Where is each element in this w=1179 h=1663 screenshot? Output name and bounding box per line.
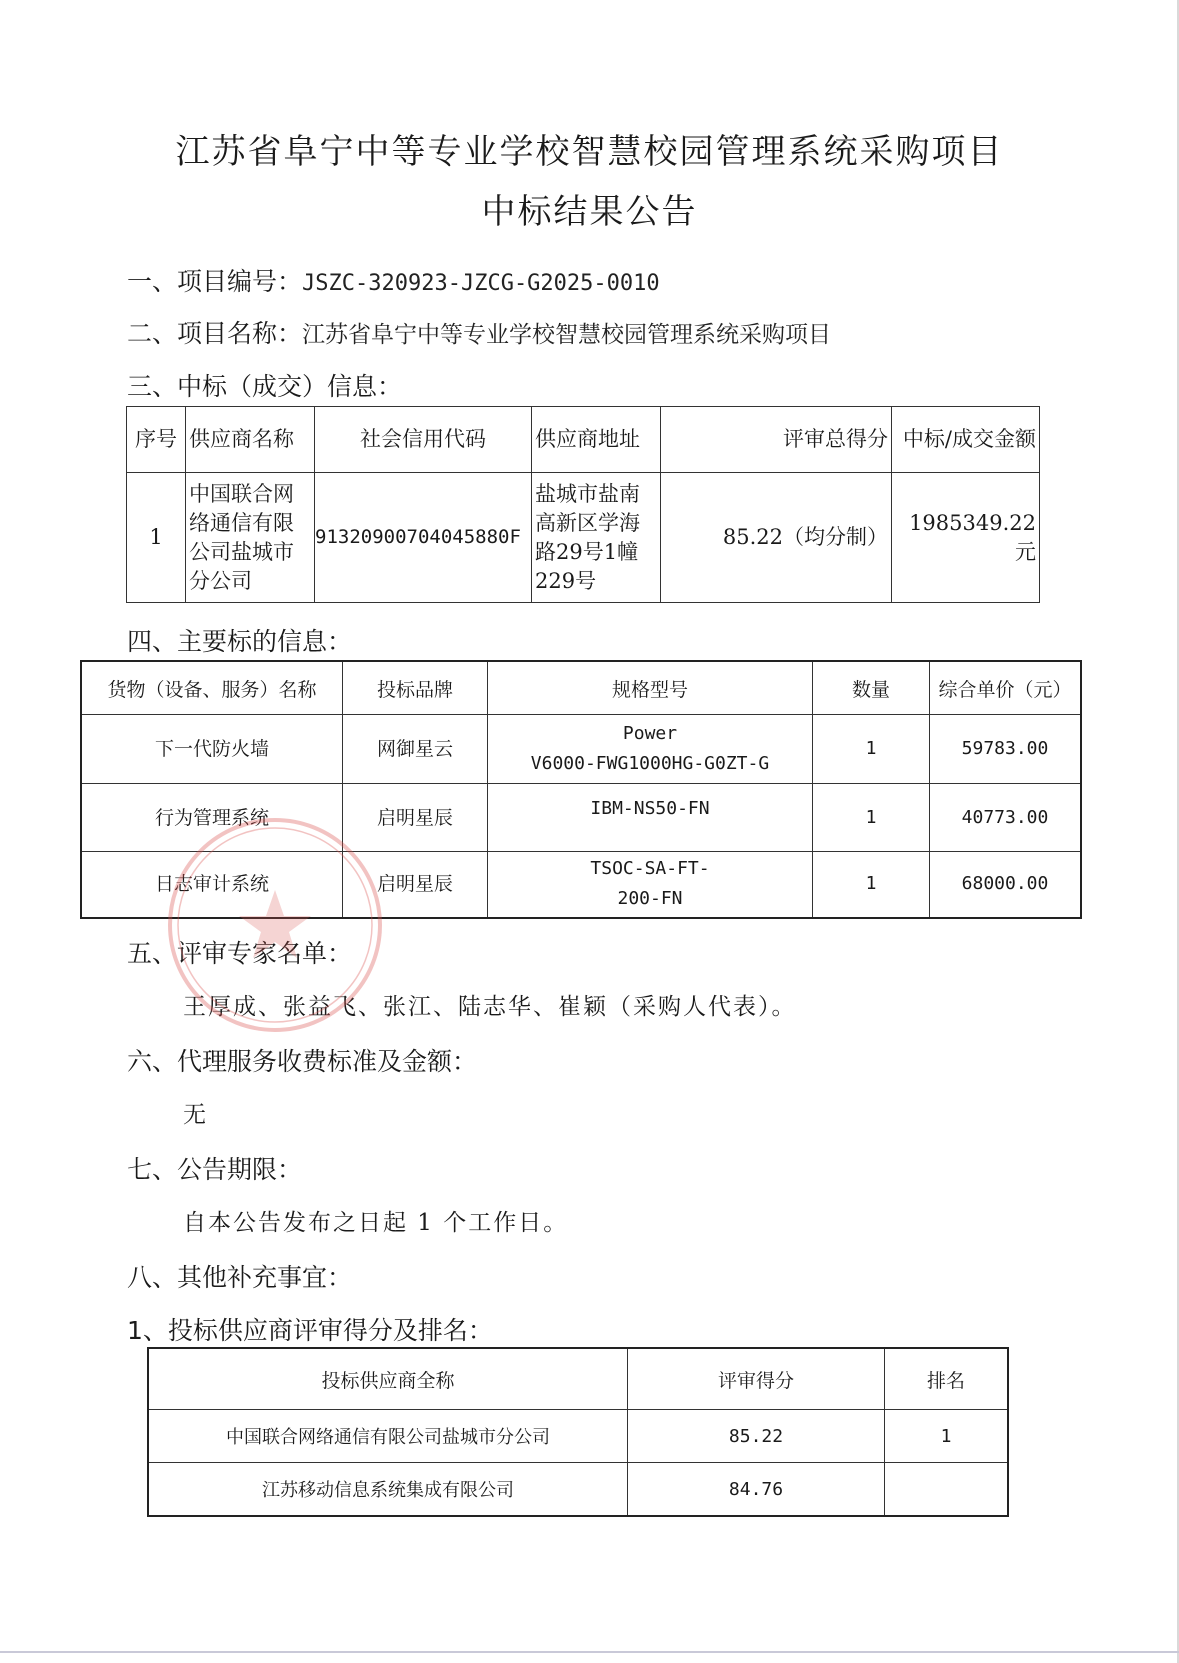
goods-model: IBM-NS50-FN — [488, 784, 813, 852]
section-experts: 五、评审专家名单： — [127, 939, 353, 968]
notice-period-value: 自本公告发布之日起 1 个工作日。 — [183, 1210, 569, 1236]
agency-fee-value: 无 — [183, 1102, 208, 1128]
document-title-line1: 江苏省阜宁中等专业学校智慧校园管理系统采购项目 — [175, 132, 1004, 172]
header-cell: 综合单价（元） — [930, 661, 1082, 715]
winner-table — [126, 406, 1040, 603]
award-amount: 1985349.22元 — [892, 473, 1040, 603]
goods-name: 行为管理系统 — [81, 784, 343, 852]
section-label: 二、项目名称： — [127, 319, 303, 348]
table-header-row — [81, 661, 1081, 715]
header-cell: 中标/成交金额 — [892, 407, 1040, 473]
project-number: JSZC-320923-JZCG-G2025-0010 — [302, 271, 660, 296]
supplier-name: 中国联合网络通信有限公司盐城市分公司 — [186, 473, 315, 603]
goods-brand: 启明星辰 — [343, 784, 488, 852]
header-cell: 货物（设备、服务）名称 — [81, 661, 343, 715]
goods-quantity: 1 — [813, 784, 930, 852]
header-cell: 供应商地址 — [532, 407, 661, 473]
section-other-matters: 八、其他补充事宜： — [127, 1263, 353, 1292]
table-row — [148, 1410, 1008, 1463]
header-cell: 规格型号 — [488, 661, 813, 715]
goods-price: 40773.00 — [930, 784, 1082, 852]
official-seal-stamp — [160, 810, 390, 1040]
table-header-row — [127, 407, 1040, 473]
goods-name: 日志审计系统 — [81, 852, 343, 918]
header-cell: 投标品牌 — [343, 661, 488, 715]
expert-list: 王厚成、张益飞、张江、陆志华、崔颖（采购人代表）。 — [183, 994, 797, 1020]
header-cell: 评审得分 — [628, 1348, 885, 1410]
bidder-rank: 1 — [885, 1410, 1009, 1463]
goods-price: 59783.00 — [930, 715, 1082, 784]
header-cell: 供应商名称 — [186, 407, 315, 473]
ranking-table — [147, 1347, 1009, 1517]
section-notice-period: 七、公告期限： — [127, 1155, 303, 1184]
goods-name: 下一代防火墙 — [81, 715, 343, 784]
document-title-line2: 中标结果公告 — [481, 192, 698, 232]
table-row — [148, 1463, 1008, 1517]
goods-quantity: 1 — [813, 715, 930, 784]
bidder-name: 中国联合网络通信有限公司盐城市分公司 — [148, 1410, 628, 1463]
section-project-name — [127, 314, 831, 350]
goods-model: Power V6000-FWG1000HG-G0ZT-G — [488, 715, 813, 784]
bidder-rank — [885, 1463, 1009, 1517]
header-cell: 序号 — [127, 407, 186, 473]
header-cell: 投标供应商全称 — [148, 1348, 628, 1410]
goods-quantity: 1 — [813, 852, 930, 918]
project-name: 江苏省阜宁中等专业学校智慧校园管理系统采购项目 — [302, 322, 832, 348]
header-cell: 数量 — [813, 661, 930, 715]
credit-code: 91320900704045880F — [315, 473, 532, 603]
table-row — [81, 715, 1081, 784]
page-edge-bottom — [0, 1651, 1179, 1653]
row-number: 1 — [127, 473, 186, 603]
table-row — [127, 473, 1040, 603]
section-label: 一、项目编号： — [127, 267, 303, 296]
bidder-score: 84.76 — [628, 1463, 885, 1517]
bidder-name: 江苏移动信息系统集成有限公司 — [148, 1463, 628, 1517]
subsection-score-ranking: 1、投标供应商评审得分及排名： — [127, 1316, 493, 1345]
header-cell: 评审总得分 — [661, 407, 892, 473]
total-score: 85.22（均分制） — [661, 473, 892, 603]
goods-brand: 网御星云 — [343, 715, 488, 784]
supplier-address: 盐城市盐南高新区学海路29号1幢229号 — [532, 473, 661, 603]
goods-model: TSOC-SA-FT- 200-FN — [488, 852, 813, 918]
goods-price: 68000.00 — [930, 852, 1082, 918]
goods-brand: 启明星辰 — [343, 852, 488, 918]
section-goods-info: 四、主要标的信息： — [127, 627, 353, 656]
header-cell: 社会信用代码 — [315, 407, 532, 473]
header-cell: 排名 — [885, 1348, 1009, 1410]
table-header-row — [148, 1348, 1008, 1410]
section-winner-info: 三、中标（成交）信息： — [127, 372, 403, 401]
section-agency-fee: 六、代理服务收费标准及金额： — [127, 1047, 478, 1076]
section-project-number — [127, 262, 660, 298]
bidder-score: 85.22 — [628, 1410, 885, 1463]
